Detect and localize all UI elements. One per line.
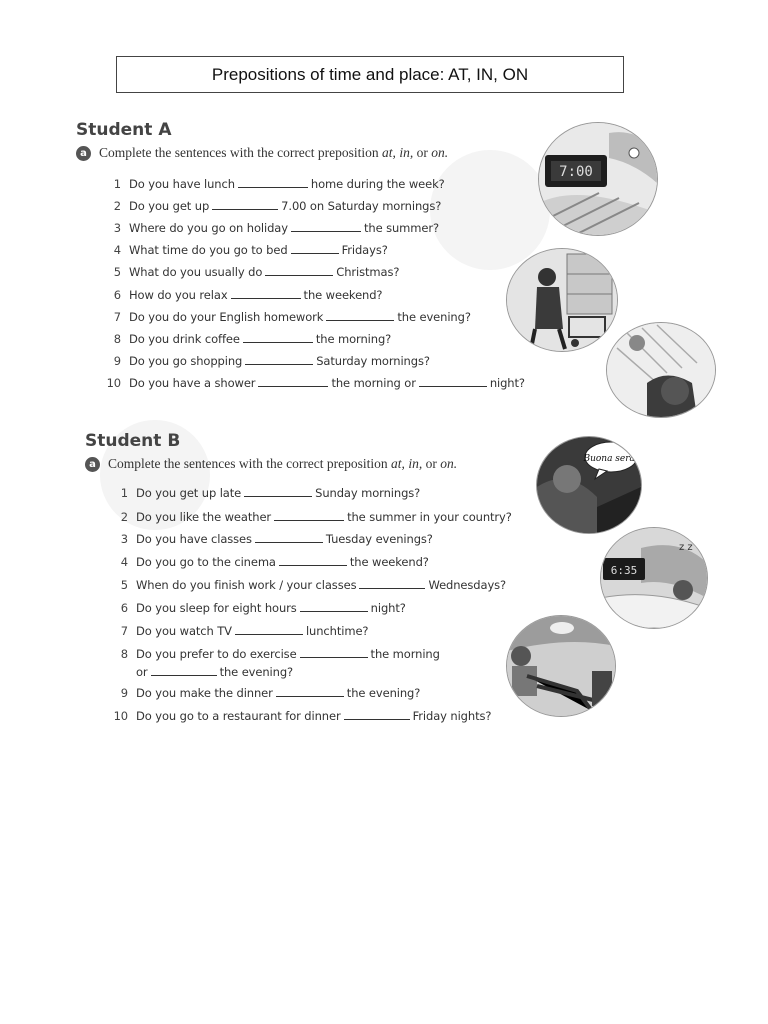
option-at: at, [391,456,405,471]
answer-blank[interactable] [359,587,425,589]
instruction-text: Complete the sentences with the correct preposition [99,145,379,160]
question-text: Do you get up [129,199,210,213]
answer-blank[interactable] [300,610,368,612]
question-b-8-continued [136,665,293,679]
question-text: Do you sleep for eight hours [136,601,297,615]
question-number: 7 [113,310,121,324]
question-text: Do you do your English homework [129,310,324,324]
question-text: Do you get up late [136,486,242,500]
svg-text:z z: z z [679,542,693,553]
question-a-4 [99,243,388,257]
answer-blank[interactable] [265,274,333,276]
question-text-end: 7.00 on Saturday mornings? [281,199,442,213]
question-a-9 [99,354,430,368]
question-text-end: the weekend? [303,288,383,302]
question-number: 5 [120,578,128,592]
speech-text: Buona sera! [583,454,639,464]
question-text: Do you go to the cinema [136,555,276,569]
answer-blank[interactable] [344,718,410,720]
option-on: on. [440,456,458,471]
question-text: Do you have lunch [129,177,235,191]
answer-blank[interactable] [326,319,394,321]
answer-blank[interactable] [276,695,344,697]
sofa-icon [507,616,615,716]
question-text-end: the summer in your country? [347,510,512,524]
restaurant-illustration [536,436,642,534]
question-text-end: the morning? [315,332,392,346]
answer-blank[interactable] [212,208,278,210]
question-text: Do you prefer to do exercise [136,647,297,661]
question-b-5 [106,578,506,592]
shower-icon [607,323,715,417]
alarm-clock-icon [539,123,657,235]
question-text-end: Friday nights? [412,709,492,723]
question-a-2 [99,199,441,213]
shopping-illustration [506,248,618,352]
question-number: 4 [120,555,128,569]
question-text: When do you finish work / your classes [136,578,357,592]
student-a-instruction [76,145,448,161]
question-text: What time do you go to bed [129,243,288,257]
student-b-instruction [85,456,457,472]
watching-tv-illustration [506,615,616,717]
question-b-4 [106,555,429,569]
question-b-6 [106,601,406,615]
answer-blank[interactable] [243,341,313,343]
clock-display: 6:35 [610,564,638,577]
question-text: Do you have a shower [129,376,256,390]
question-a-8 [99,332,391,346]
question-text-end: the weekend? [349,555,429,569]
instruction-or: or [416,145,428,160]
answer-blank[interactable] [238,186,308,188]
question-number: 3 [113,221,121,235]
question-number: 1 [113,177,121,191]
question-number: 8 [120,647,128,661]
question-text-end: the evening? [397,310,471,324]
question-text: What do you usually do [129,265,263,279]
question-number: 3 [120,532,128,546]
question-number: 6 [120,601,128,615]
bedside-clock-illustration [600,527,708,629]
question-b-10 [106,709,491,723]
clock-display: 7:00 [559,164,593,180]
answer-blank[interactable] [245,363,313,365]
question-text-end: Sunday mornings? [315,486,421,500]
question-b-3 [106,532,433,546]
exercise-badge: a [85,457,100,472]
question-number: 9 [120,686,128,700]
answer-blank[interactable] [300,656,368,658]
question-text-end: lunchtime? [305,624,369,638]
answer-blank[interactable] [419,385,487,387]
answer-blank[interactable] [235,633,303,635]
question-text: or [136,665,148,679]
question-a-6 [99,288,382,302]
instruction-text: Complete the sentences with the correct preposition [108,456,388,471]
instruction-or: or [425,456,437,471]
question-number: 10 [106,376,121,390]
question-number: 2 [120,510,128,524]
shower-illustration [606,322,716,418]
student-b-heading: Student B [85,431,181,451]
question-text-end: the morning or [331,376,416,390]
answer-blank[interactable] [291,252,339,254]
question-text-end: night? [489,376,525,390]
question-text-end: Saturday mornings? [316,354,430,368]
option-on: on. [431,145,449,160]
background-smudge [430,150,550,270]
answer-blank[interactable] [279,564,347,566]
speech-bubble-icon [537,437,641,533]
option-in: in, [408,456,423,471]
question-number: 8 [113,332,121,346]
alarm-clock-icon [601,528,707,628]
answer-blank[interactable] [244,495,312,497]
option-in: in, [399,145,414,160]
question-b-8 [106,647,440,661]
question-b-9 [106,686,420,700]
question-b-7 [106,624,368,638]
question-text: Do you drink coffee [129,332,240,346]
question-text-end: home during the week? [310,177,445,191]
question-number: 6 [113,288,121,302]
question-text-end: Tuesday evenings? [325,532,433,546]
exercise-badge: a [76,146,91,161]
question-text-end: Fridays? [341,243,388,257]
question-a-10 [99,376,525,390]
question-b-2 [106,510,512,524]
question-text: Do you go shopping [129,354,243,368]
question-text: Do you have classes [136,532,252,546]
question-text: Do you make the dinner [136,686,273,700]
question-number: 2 [113,199,121,213]
question-text-end: the morning [370,647,440,661]
answer-blank[interactable] [151,674,217,676]
question-text: Do you watch TV [136,624,232,638]
question-text-end: the evening? [219,665,294,679]
question-number: 9 [113,354,121,368]
question-b-1 [106,486,420,500]
question-text: Do you go to a restaurant for dinner [136,709,341,723]
page-title: Prepositions of time and place: AT, IN, ON [116,56,624,93]
question-text: Where do you go on holiday [129,221,288,235]
question-number: 4 [113,243,121,257]
option-at: at, [382,145,396,160]
student-a-heading: Student A [76,120,172,140]
question-text-end: Wednesdays? [428,578,507,592]
question-text-end: Christmas? [336,265,400,279]
answer-blank[interactable] [255,541,323,543]
question-a-5 [99,265,399,279]
question-text-end: night? [370,601,406,615]
answer-blank[interactable] [231,297,301,299]
answer-blank[interactable] [291,230,361,232]
question-a-3 [99,221,439,235]
question-number: 5 [113,265,121,279]
answer-blank[interactable] [258,385,328,387]
question-text-end: the summer? [363,221,439,235]
answer-blank[interactable] [274,519,344,521]
question-a-7 [99,310,471,324]
question-text: Do you like the weather [136,510,272,524]
question-number: 10 [113,709,128,723]
question-text: How do you relax [129,288,228,302]
question-a-1 [99,177,445,191]
question-number: 7 [120,624,128,638]
alarm-clock-illustration [538,122,658,236]
question-number: 1 [120,486,128,500]
question-text-end: the evening? [346,686,421,700]
shopping-cart-icon [507,249,617,351]
